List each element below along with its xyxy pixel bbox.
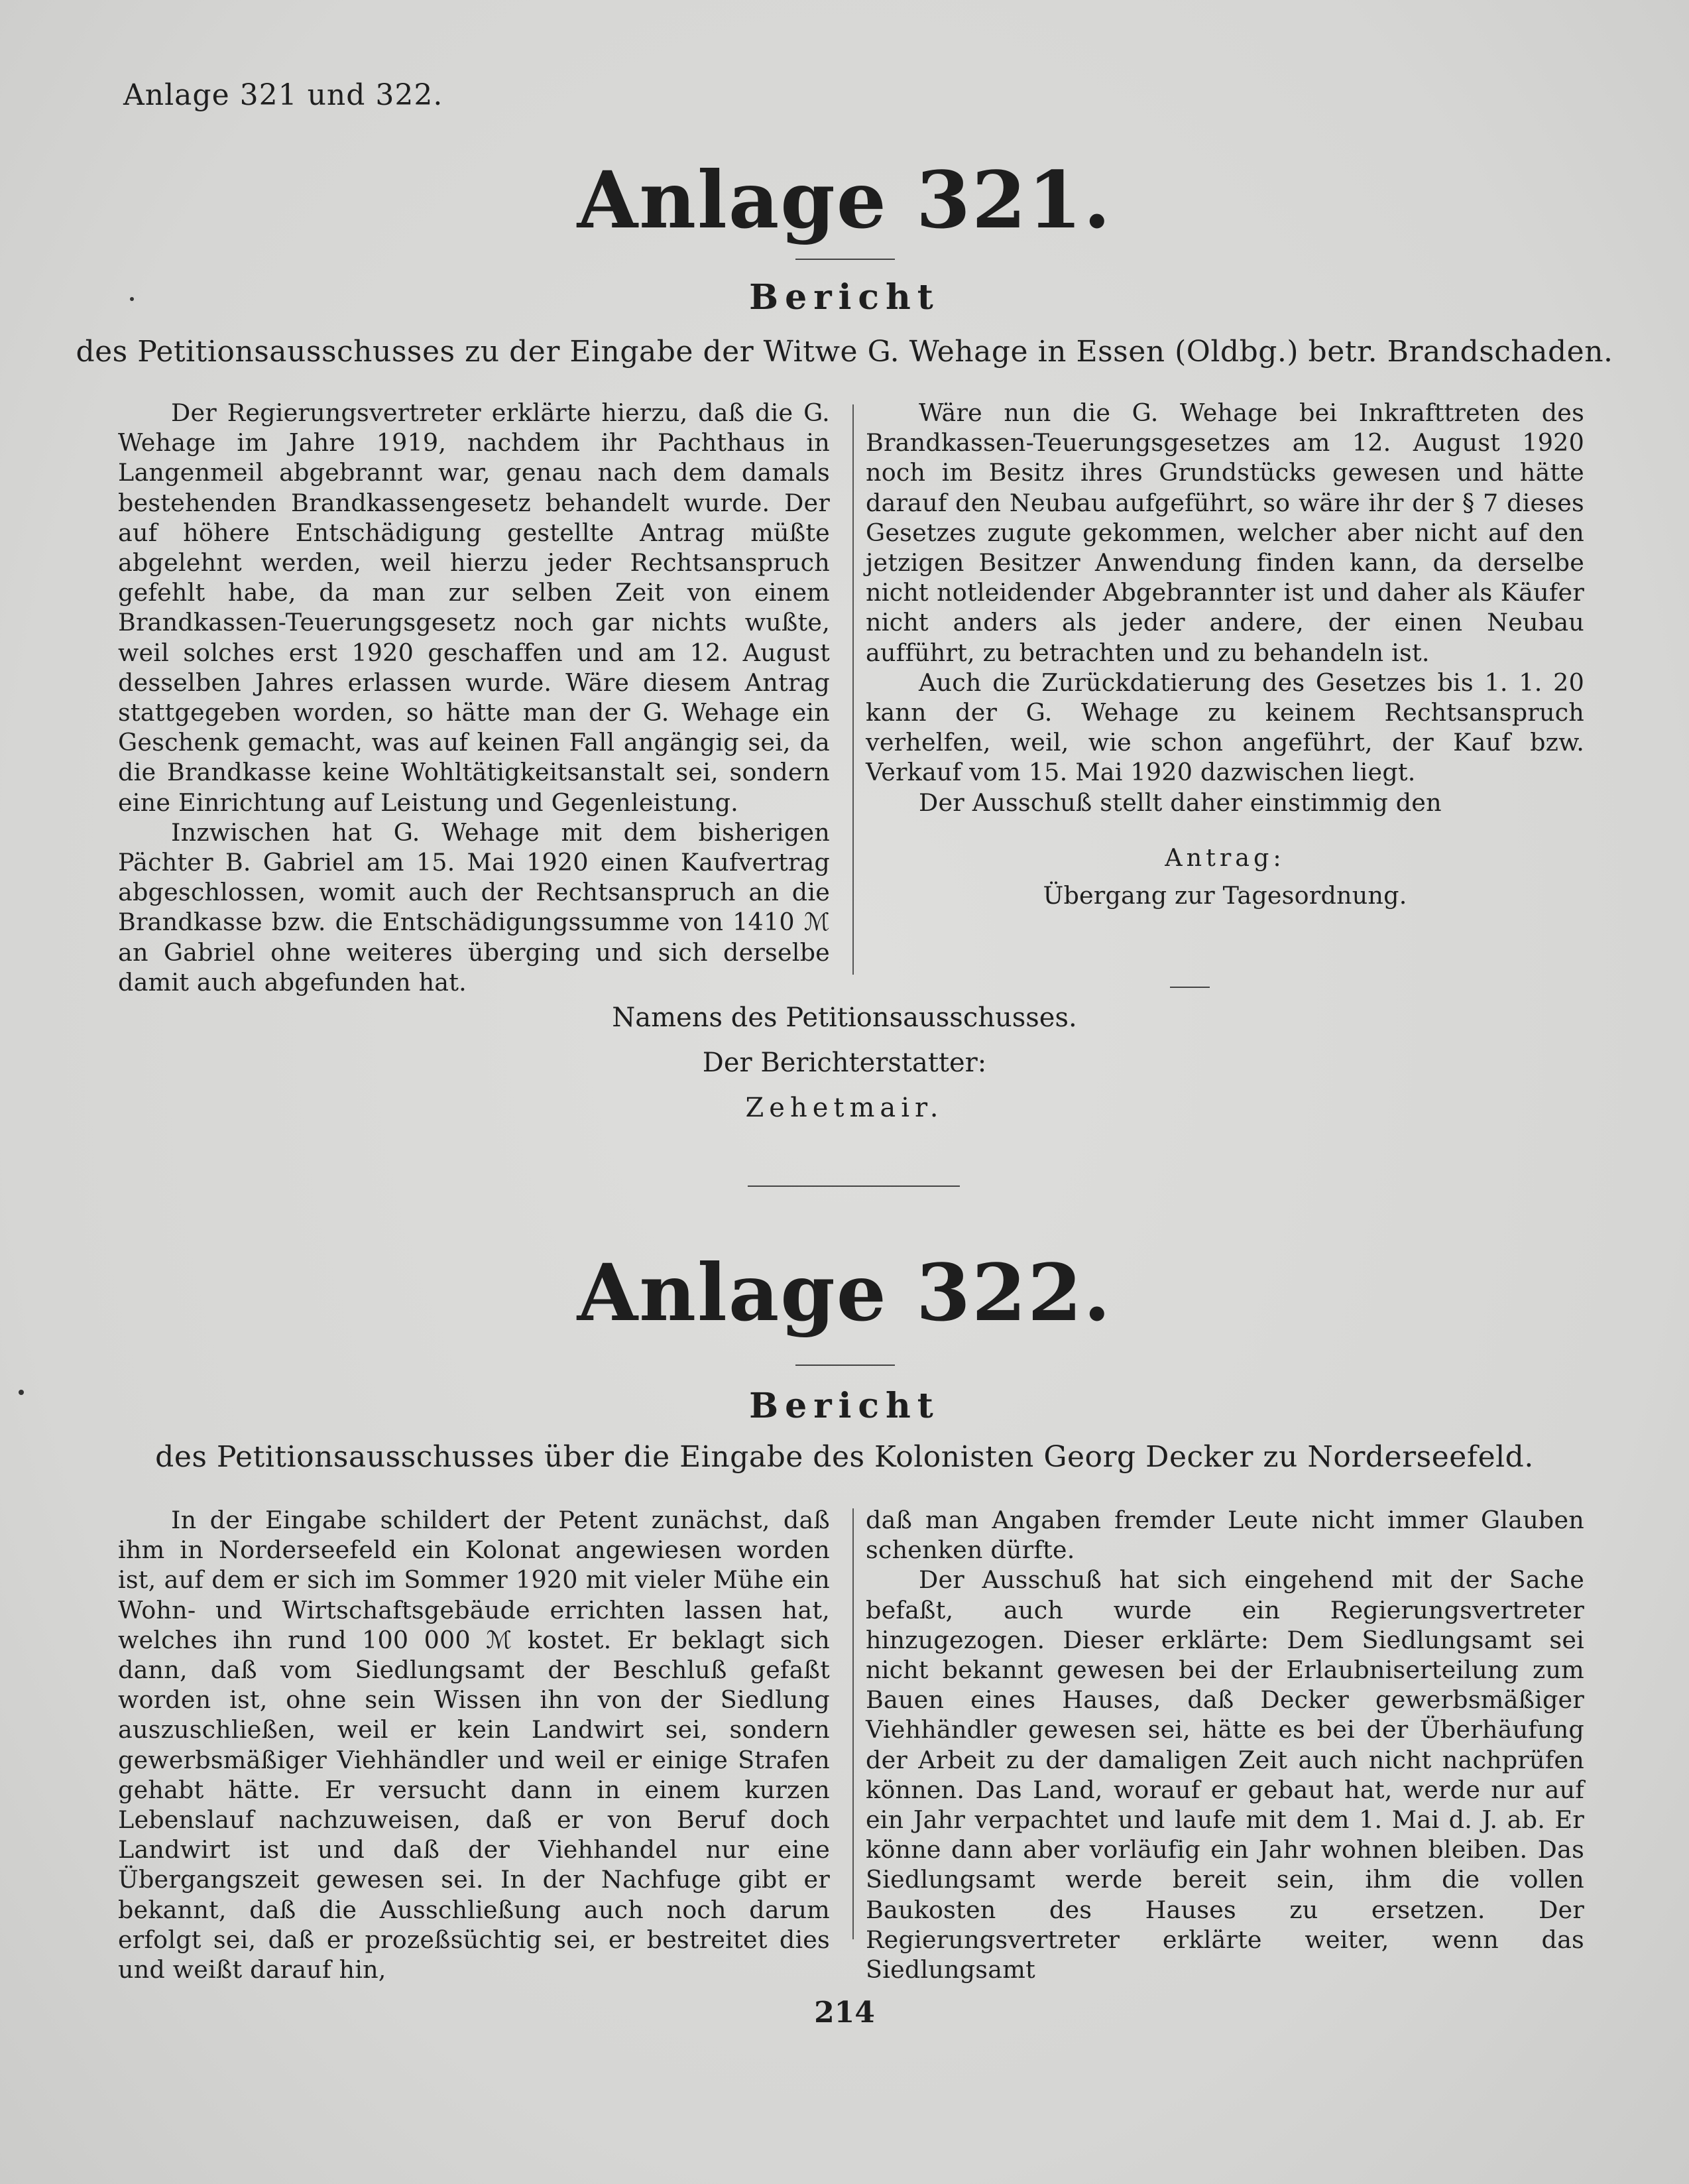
paragraph: daß man Angaben fremder Leute nicht immer Glauben schenken dürfte. [866, 1506, 1584, 1565]
column-right-322 [866, 1505, 1584, 1984]
paragraph: Auch die Zurückdatierung des Gesetzes bis 1. 1. 20 kann der G. Wehage zu keinem Rechtsanspruch verhelfen, weil, wie schon angeführt, der Kauf bzw. Verkauf vom 15. Mai 1920 dazwischen liegt. [866, 668, 1584, 787]
title-rule [795, 1365, 895, 1366]
paragraph: In der Eingabe schildert der Petent zunächst, daß ihm in Norderseefeld ein Kolonat angewiesen worden ist, auf dem er sich im Sommer 1920 mit vieler Mühe ein Wohn- und Wirtschaftsgebäude errichten lassen hat, welches ihn rund 100 000 ℳ kostet. Er beklagt sich dann, daß vom Siedlungsamt der Beschluß gefaßt worden ist, ohne sein Wissen ihn von der Siedlung auszuschließen, weil er kein Landwirt sei, sondern gewerbsmäßiger Viehhändler und weil er einige Strafen gehabt hätte. Er versucht dann in einem kurzen Lebenslauf nachzuweisen, daß er von Beruf doch Landwirt ist und daß der Viehhandel nur eine Übergangszeit gewesen sei. In der Nachfuge gibt er bekannt, daß die Ausschließung auch noch darum erfolgt sei, daß er prozeßsüchtig sei, er bestreitet dies und weißt darauf hin, [118, 1506, 830, 1984]
paragraph: Der Ausschuß stellt daher einstimmig den [919, 788, 1442, 817]
antrag-text: Übergang zur Tagesordnung. [1043, 881, 1407, 910]
column-left-321 [118, 398, 830, 997]
paragraph: Wäre nun die G. Wehage bei Inkrafttreten des Brandkassen-Teuerungsgesetzes am 12. August 1920 noch im Besitz ihres Grundstücks gewesen und hätte darauf den Neubau aufgeführt, so wäre ihr der § 7 dieses Gesetzes zugute gekommen, welcher aber nicht auf den jetzigen Besitzer Anwendung finden kann, da derselbe nicht notleidender Abgebrannter ist und daher als Käufer nicht anders als jeder andere, der einen Neubau aufführt, zu betrachten und zu behandeln ist. [866, 398, 1584, 667]
bericht-heading-322: Bericht [749, 1386, 940, 1426]
title-rule [795, 259, 895, 260]
scan-speck [130, 297, 134, 301]
paragraph: Inzwischen hat G. Wehage mit dem bisherigen Pächter B. Gabriel am 15. Mai 1920 einen Kaufvertrag abgeschlossen, womit auch der Rechtsanspruch an die Brandkasse bzw. die Entschädigungssumme von 1410 ℳ an Gabriel ohne weiteres überging und sich derselbe damit auch abgefunden hat. [118, 818, 830, 997]
paragraph: Der Ausschuß hat sich eingehend mit der Sache befaßt, auch wurde ein Regierungsvertreter hinzugezogen. Dieser erklärte: Dem Siedlungsamt sei nicht bekannt gewesen bei der Erlaubniserteilung zum Bauen eines Hauses, daß Decker gewerbsmäßiger Viehhändler gewesen sei, hätte es bei der Überhäufung der Arbeit zu der damaligen Zeit auch nicht nachprüfen können. Das Land, worauf er gebaut hat, werde nur auf ein Jahr verpachtet und laufe mit dem 1. Mai d. J. ab. Er könne dann aber vorläufig ein Jahr wohnen bleiben. Das Siedlungsamt werde bereit sein, ihm die vollen Baukosten des Hauses zu ersetzen. Der Regierungsvertreter erklärte weiter, wenn das Siedlungsamt [866, 1565, 1584, 1984]
anlage-321-title: Anlage 321. [577, 154, 1112, 246]
page-number: 214 [814, 1996, 875, 2030]
antrag-label: Antrag: [1165, 843, 1285, 872]
column-left-322 [118, 1505, 830, 1984]
signature-committee: Namens des Petitionsausschusses. [612, 1002, 1077, 1033]
column-divider [852, 1508, 854, 1939]
bericht-heading-321: Bericht [749, 277, 940, 318]
subtitle-321: des Petitionsausschusses zu der Eingabe der Witwe G. Wehage in Essen (Oldbg.) betr. Brandschaden. [76, 335, 1613, 369]
column-divider [852, 404, 854, 975]
running-head: Anlage 321 und 322. [123, 78, 443, 112]
paragraph: Der Regierungsvertreter erklärte hierzu, daß die G. Wehage im Jahre 1919, nachdem ihr Pachthaus in Langenmeil abgebrannt war, genau nach dem damals bestehenden Brandkassengesetz behandelt wurde. Der auf höhere Entschädigung gestellte Antrag müßte abgelehnt werden, weil hierzu jeder Rechtsanspruch gefehlt habe, da man zur selben Zeit von einem Brandkassen-Teuerungsgesetz noch gar nichts wußte, weil solches erst 1920 geschaffen und am 12. August desselben Jahres erlassen wurde. Wäre diesem Antrag stattgegeben worden, so hätte man der G. Wehage ein Geschenk gemacht, was auf keinen Fall angängig sei, da die Brandkasse keine Wohltätigkeitsanstalt sei, sondern eine Einrichtung auf Leistung und Gegenleistung. [118, 398, 830, 817]
signature-name: Zehetmair. [745, 1093, 944, 1123]
section-separator [748, 1185, 960, 1187]
column-right-321 [866, 398, 1584, 910]
anlage-322-title: Anlage 322. [577, 1246, 1112, 1339]
signature-role: Der Berichterstatter: [702, 1048, 987, 1078]
subtitle-322: des Petitionsausschusses über die Eingabe des Kolonisten Georg Decker zu Norderseefeld. [155, 1440, 1534, 1474]
small-rule [1170, 987, 1210, 988]
scan-speck [19, 1390, 24, 1395]
